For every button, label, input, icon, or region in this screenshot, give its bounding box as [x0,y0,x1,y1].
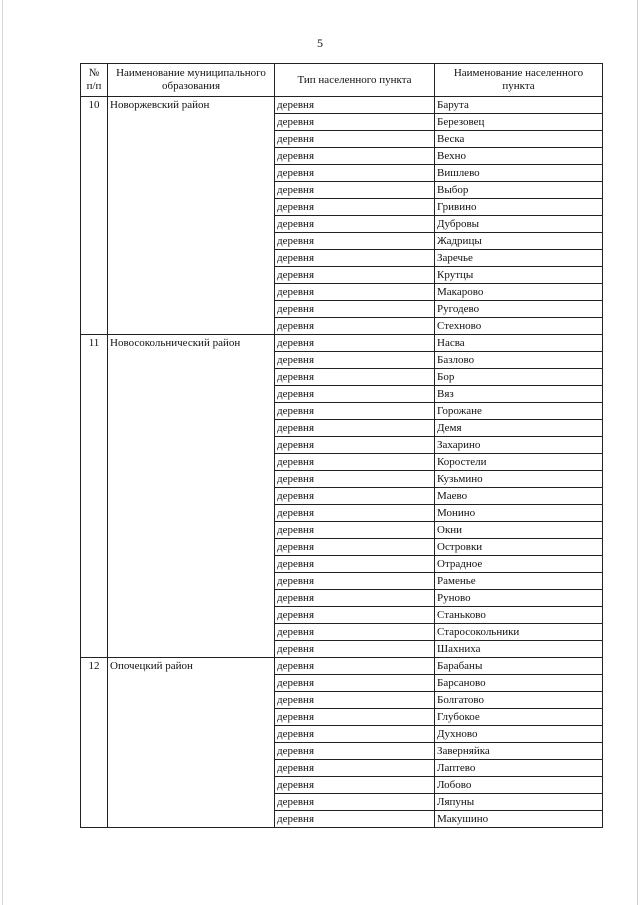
settlement-type: деревня [275,165,435,182]
settlement-name: Раменье [435,573,603,590]
settlement-type: деревня [275,692,435,709]
settlement-type: деревня [275,454,435,471]
settlement-name: Ляпуны [435,794,603,811]
settlement-name: Шахниха [435,641,603,658]
settlement-name: Кузьмино [435,471,603,488]
header-settlement: Наименование населенного пункта [435,64,603,97]
settlement-type: деревня [275,522,435,539]
settlement-name: Жадрицы [435,233,603,250]
settlement-name: Крутцы [435,267,603,284]
settlement-name: Маево [435,488,603,505]
settlement-name: Вяз [435,386,603,403]
settlement-type: деревня [275,97,435,114]
settlement-type: деревня [275,675,435,692]
settlement-name: Глубокое [435,709,603,726]
settlement-type: деревня [275,590,435,607]
settlement-name: Ругодево [435,301,603,318]
table-header-row [81,64,603,97]
settlement-type: деревня [275,199,435,216]
settlement-type: деревня [275,794,435,811]
settlement-type: деревня [275,131,435,148]
settlement-name: Духново [435,726,603,743]
table-body [81,97,603,828]
settlement-name: Старосокольники [435,624,603,641]
settlement-type: деревня [275,318,435,335]
settlement-name: Отрадное [435,556,603,573]
settlement-type: деревня [275,284,435,301]
municipality-name: Опочецкий район [108,658,275,828]
row-number: 11 [81,335,108,658]
settlement-name: Демя [435,420,603,437]
settlement-type: деревня [275,539,435,556]
settlement-name: Барсаново [435,675,603,692]
settlement-name: Островки [435,539,603,556]
settlement-name: Макарово [435,284,603,301]
settlement-name: Заречье [435,250,603,267]
settlement-name: Руново [435,590,603,607]
settlement-type: деревня [275,420,435,437]
settlement-type: деревня [275,267,435,284]
settlement-name: Горожане [435,403,603,420]
settlement-type: деревня [275,607,435,624]
settlement-name: Дубровы [435,216,603,233]
settlement-name: Веска [435,131,603,148]
header-num: № п/п [81,64,108,97]
settlement-name: Станьково [435,607,603,624]
settlement-name: Стехново [435,318,603,335]
settlement-type: деревня [275,369,435,386]
settlement-type: деревня [275,488,435,505]
settlement-name: Барута [435,97,603,114]
settlement-type: деревня [275,471,435,488]
row-number: 12 [81,658,108,828]
page-number: 5 [317,36,323,50]
header-type: Тип населенного пункта [275,64,435,97]
settlement-type: деревня [275,233,435,250]
table-row [81,658,603,675]
settlement-name: Заверняйка [435,743,603,760]
settlement-type: деревня [275,250,435,267]
settlement-name: Макушино [435,811,603,828]
settlement-type: деревня [275,573,435,590]
settlement-type: деревня [275,760,435,777]
settlement-name: Захарино [435,437,603,454]
settlement-type: деревня [275,777,435,794]
settlement-type: деревня [275,182,435,199]
settlement-name: Вехно [435,148,603,165]
table-row [81,335,603,352]
settlement-name: Лобово [435,777,603,794]
header-municipality: Наименование муниципального образования [108,64,275,97]
settlement-type: деревня [275,216,435,233]
settlement-type: деревня [275,743,435,760]
scan-edge-right [637,0,638,905]
settlement-name: Вишлево [435,165,603,182]
settlements-table [80,63,603,828]
settlement-name: Болгатово [435,692,603,709]
settlement-type: деревня [275,658,435,675]
settlement-type: деревня [275,641,435,658]
settlement-name: Коростели [435,454,603,471]
scan-edge-left [2,0,3,905]
settlement-name: Березовец [435,114,603,131]
settlement-type: деревня [275,403,435,420]
settlement-name: Насва [435,335,603,352]
settlement-type: деревня [275,709,435,726]
settlement-name: Базлово [435,352,603,369]
settlement-name: Бор [435,369,603,386]
municipality-name: Новоржевский район [108,97,275,335]
settlement-type: деревня [275,505,435,522]
settlement-name: Лаптево [435,760,603,777]
settlement-name: Гривино [435,199,603,216]
table-row [81,97,603,114]
settlement-type: деревня [275,624,435,641]
settlement-type: деревня [275,726,435,743]
settlement-type: деревня [275,335,435,352]
settlement-type: деревня [275,556,435,573]
settlement-type: деревня [275,114,435,131]
settlement-type: деревня [275,148,435,165]
settlement-type: деревня [275,352,435,369]
settlement-type: деревня [275,437,435,454]
settlement-name: Окни [435,522,603,539]
settlement-name: Выбор [435,182,603,199]
settlement-type: деревня [275,386,435,403]
municipality-name: Новосокольнический район [108,335,275,658]
settlement-name: Барабаны [435,658,603,675]
settlement-type: деревня [275,301,435,318]
settlement-type: деревня [275,811,435,828]
settlement-name: Монино [435,505,603,522]
row-number: 10 [81,97,108,335]
